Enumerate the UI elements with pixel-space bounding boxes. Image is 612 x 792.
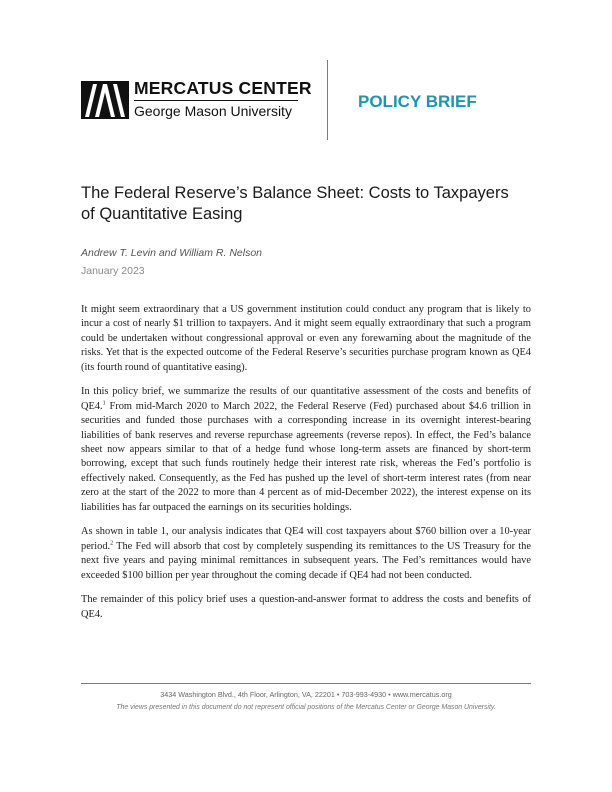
authors: Andrew T. Levin and William R. Nelson [81,247,263,259]
publication-date: January 2023 [81,265,145,277]
paragraph-3 [81,525,531,583]
paragraph-2-part-1: In this policy brief, we summarize the results of our quantitative assessment of the costs and benefits of QE4. [81,386,531,412]
paragraph-2 [81,385,531,515]
footer-address: 3434 Washington Blvd., 4th Floor, Arlington, VA, 22201 • 703-993-4930 • www.mercatus.org [160,690,452,699]
title-line-1: The Federal Reserve’s Balance Sheet: Costs to Taxpayers [81,184,509,202]
footnote-ref-2[interactable]: 2 [110,540,114,547]
title-line-2: of Quantitative Easing [81,205,243,223]
paragraph-3-part-2: The Fed will absorb that cost by completely suspending its remittances to the US Treasury for the next five years and paying minimal remittances in subsequent years. The Fed’s remittances would have exceeded $100 billion per year throughout the coming decade if QE4 had not been conducted. [81,540,531,581]
paragraph-4: The remainder of this policy brief uses a question-and-answer format to address the costs and benefits of QE4. [81,594,531,620]
footnote-ref-1[interactable]: 1 [102,400,106,407]
paragraph-1: It might seem extraordinary that a US government institution could conduct any program that is likely to incur a cost of nearly $1 trillion to taxpayers. And it might seem equally extraordinary that such a program could be undertaken without congressional approval or even any forewarning about the magnitude of the risks. Yet that is the expected outcome of the Federal Reserve’s securities purchase program known as QE4 (its fourth round of quantitative easing). [81,304,531,373]
header-divider [327,60,328,140]
org-subtitle: George Mason University [134,103,292,119]
page-title [81,183,541,225]
paragraph-3-part-1: As shown in table 1, our analysis indicates that QE4 will cost taxpayers about $760 billion over a 10-year period. [81,526,531,552]
org-name-rule [134,100,298,101]
footer-disclaimer: The views presented in this document do not represent official positions of the Mercatus Center or George Mason University. [116,704,496,711]
body-text [81,303,531,632]
footer-rule [81,683,531,684]
paragraph-2-part-2: From mid-March 2020 to March 2022, the Federal Reserve (Fed) purchased about $4.6 trillion in securities and funded those purchases with a corresponding increase in its overnight interest-bearing liabilities of bank reserves and reverse repurchase agreements (reverse repos). In effect, the Fed’s balance sheet now appears similar to that of a hedge fund whose long-term assets are financed by short-term borrowing, except that such funds routinely hedge their interest rate risk, whereas the Fed’s portfolio is effectively naked. Consequently, as the Fed has pushed up the level of short-term interest rates (from near zero at the start of the 2022 to more than 4 percent as of mid-December 2022), the interest expense on its liabilities has far outpaced the earnings on its securities holdings. [81,400,531,513]
mercatus-logo-icon [81,81,129,119]
doc-type-label: POLICY BRIEF [358,92,477,111]
org-name: MERCATUS CENTER [134,78,312,98]
